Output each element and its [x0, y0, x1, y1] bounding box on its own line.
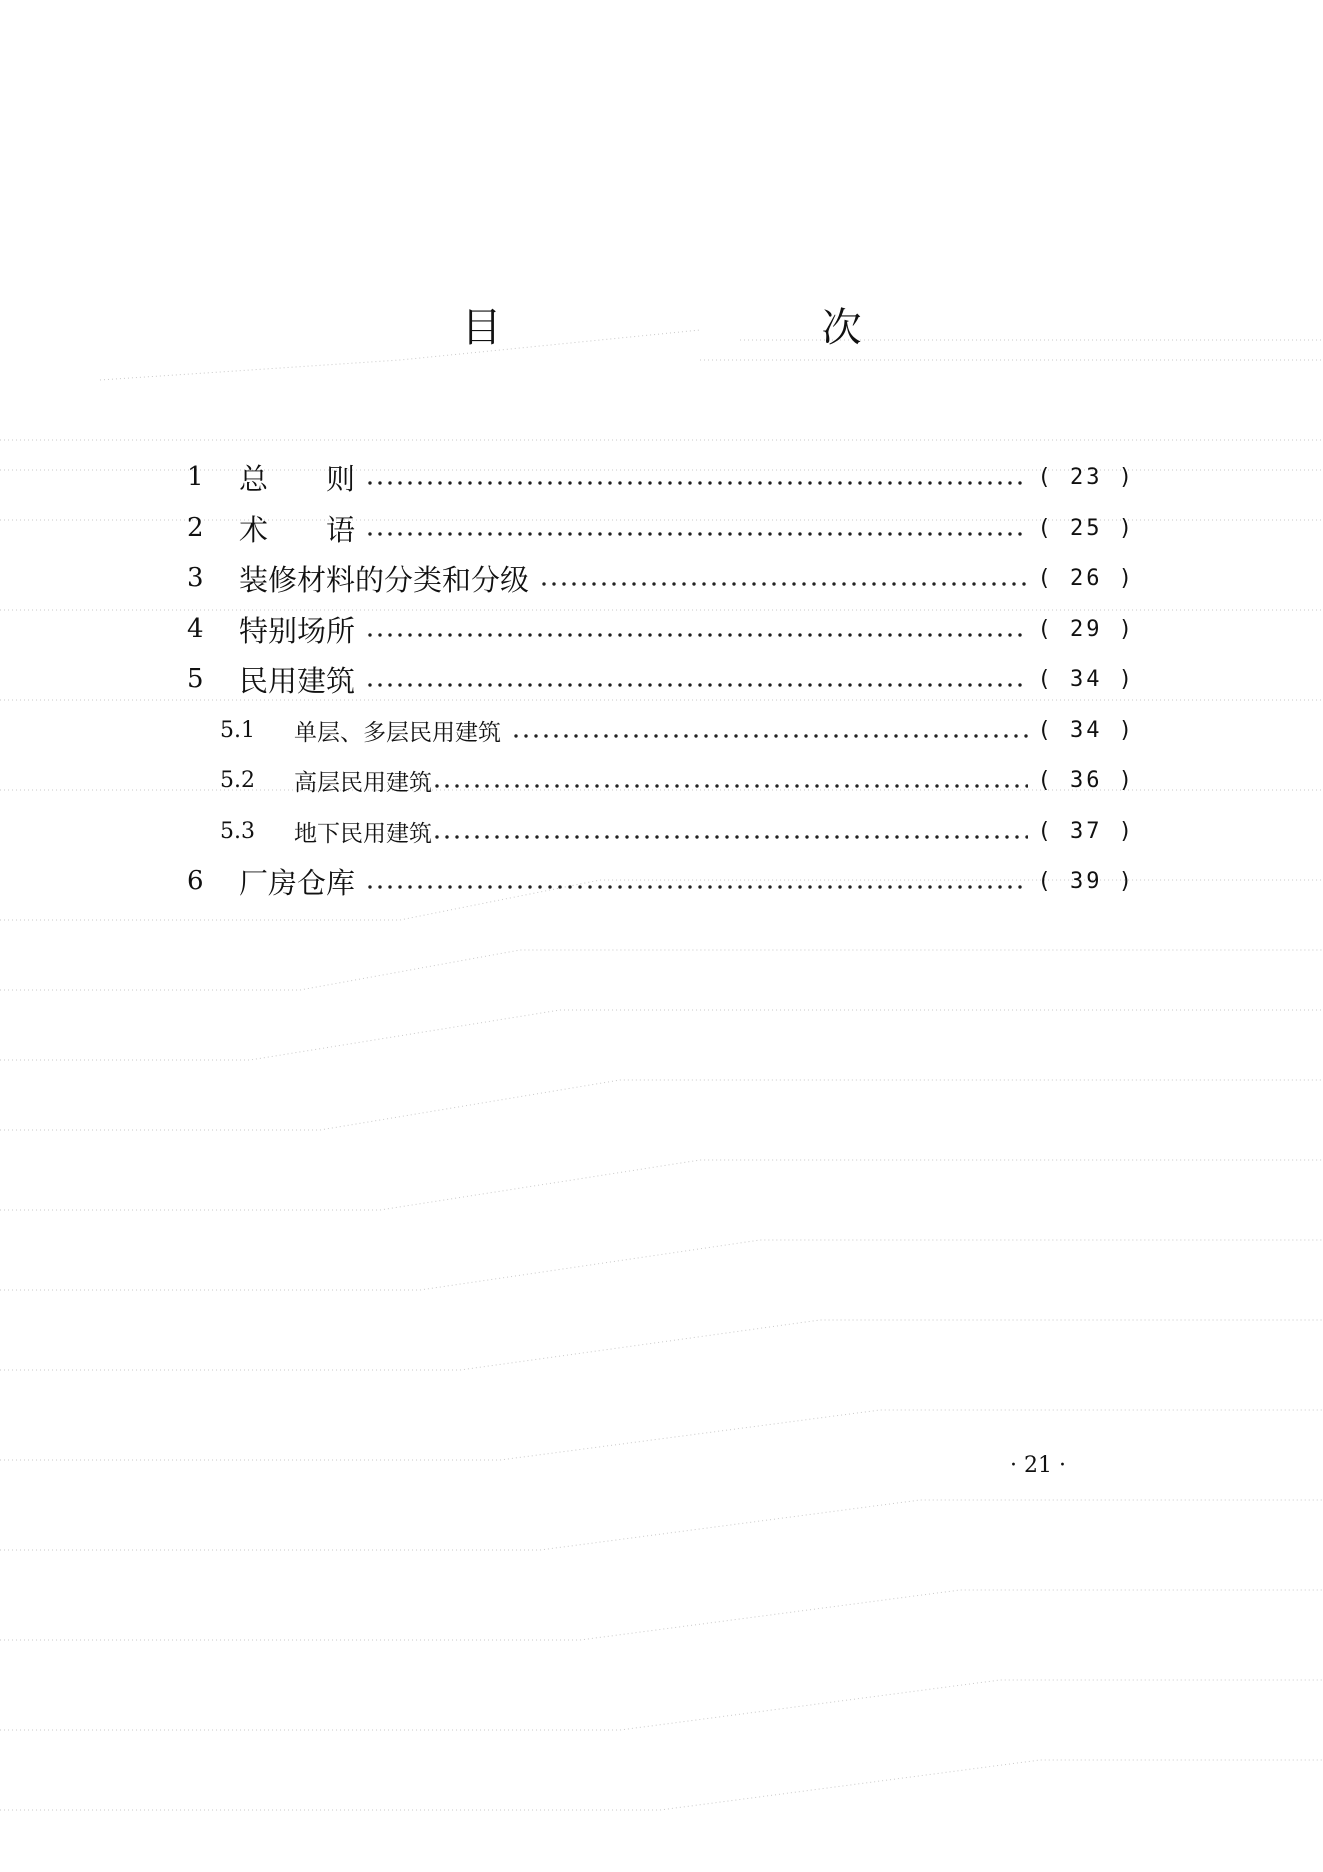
entry-label: 特别场所 — [239, 613, 356, 648]
entry-number: 6 — [187, 866, 204, 896]
dot-leader — [432, 832, 1028, 842]
entry-label: 总 则 — [239, 461, 356, 496]
toc-entry-5[interactable] — [187, 659, 1135, 699]
entry-page: ( 25 ) — [1037, 515, 1135, 541]
dot-leader — [365, 882, 1028, 892]
entry-label: 装修材料的分类和分级 — [239, 562, 530, 597]
toc-entry-5-1[interactable] — [220, 710, 1135, 750]
entry-label: 高层民用建筑 — [294, 769, 432, 796]
dot-leader — [511, 731, 1028, 741]
toc-entry-4[interactable] — [187, 609, 1135, 649]
entry-label: 术 语 — [239, 512, 356, 547]
dot-leader — [365, 478, 1028, 488]
toc-entry-5-3[interactable] — [220, 811, 1135, 851]
entry-number: 1 — [187, 462, 204, 492]
entry-number: 5 — [187, 664, 204, 694]
dot-leader — [365, 680, 1028, 690]
entry-label: 单层、多层民用建筑 — [294, 719, 501, 746]
entry-page: ( 23 ) — [1037, 464, 1135, 490]
entry-number: 5.2 — [220, 767, 255, 793]
entry-page: ( 39 ) — [1037, 868, 1135, 894]
dot-leader — [365, 529, 1028, 539]
toc-entry-3[interactable] — [187, 558, 1135, 598]
dot-leader — [432, 781, 1028, 791]
entry-page: ( 26 ) — [1037, 565, 1135, 591]
entry-page: ( 34 ) — [1037, 666, 1135, 692]
entry-label: 厂房仓库 — [239, 865, 356, 900]
page-number: · 21 · — [1010, 1453, 1066, 1478]
entry-number: 5.1 — [220, 717, 255, 743]
dot-leader — [539, 579, 1028, 589]
dot-leader — [365, 630, 1028, 640]
entry-label: 民用建筑 — [239, 663, 356, 698]
entry-page: ( 37 ) — [1037, 818, 1135, 844]
toc-entry-5-2[interactable] — [220, 760, 1135, 800]
entry-number: 5.3 — [220, 818, 255, 844]
entry-page: ( 34 ) — [1037, 717, 1135, 743]
toc-entry-6[interactable] — [187, 861, 1135, 901]
entry-number: 3 — [187, 563, 204, 593]
toc-entry-1[interactable] — [187, 457, 1135, 497]
entry-page: ( 36 ) — [1037, 767, 1135, 793]
entry-number: 4 — [187, 614, 204, 644]
toc-title: 目 次 — [461, 305, 942, 351]
entry-page: ( 29 ) — [1037, 616, 1135, 642]
entry-number: 2 — [187, 513, 204, 543]
toc-entry-2[interactable] — [187, 508, 1135, 548]
entry-label: 地下民用建筑 — [294, 820, 432, 847]
